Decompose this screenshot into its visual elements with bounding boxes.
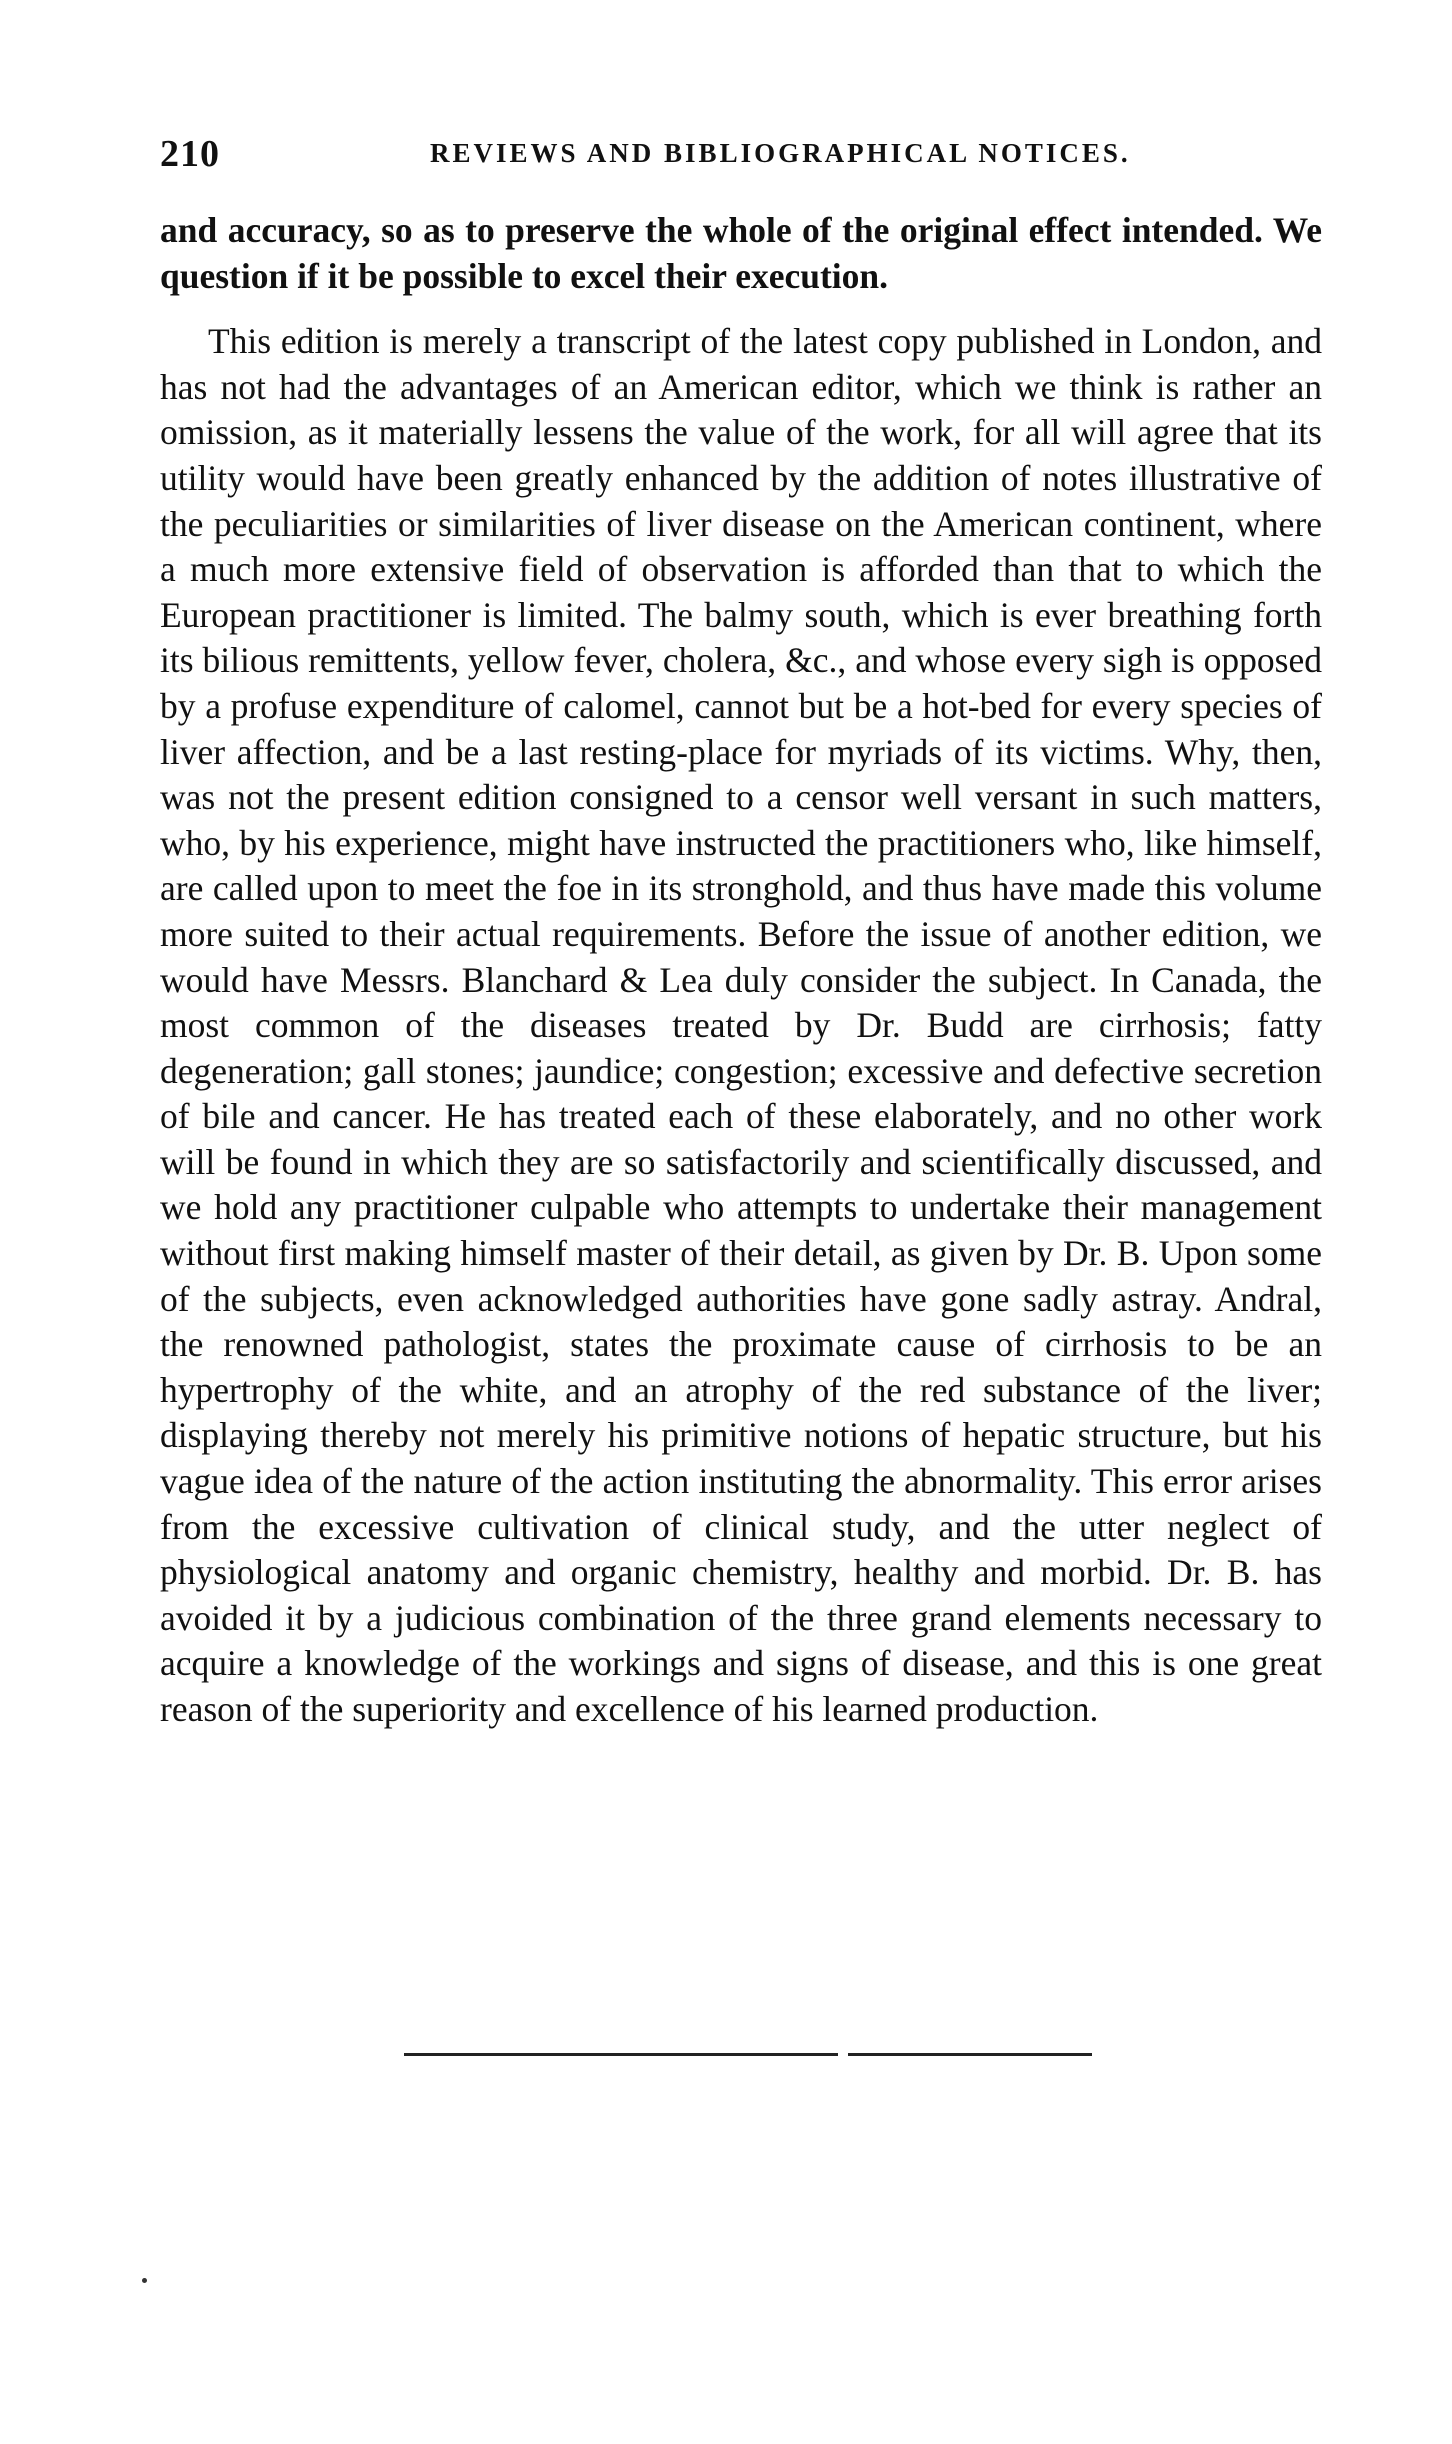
running-head [160,132,1320,182]
paragraph-review: This edition is merely a transcript of the latest copy published in London, and has not had the advantages of an American editor, which we think is rather an omission, as it materially lessens the value of the work, for all will agree that its utility would have been greatly enhanced by the addition of notes illustrative of the peculiarities or similarities of liver disease on the American continent, where a much more extensive field of observation is afforded than that to which the European practitioner is limited. The balmy south, which is ever breathing forth its bilious remittents, yellow fever, cholera, &c., and whose every sigh is opposed by a profuse expenditure of calomel, cannot but be a hot-bed for every species of liver affection, and be a last resting-place for myriads of its victims. Why, then, was not the present edition consigned to a censor well versant in such matters, who, by his experience, might have instructed the practitioners who, like himself, are called upon to meet the foe in its stronghold, and thus have made this volume more suited to their actual requirements. Before the issue of another edition, we would have Messrs. Blanchard & Lea duly consider the subject. In Canada, the most common of the diseases treated by Dr. Budd are cirrhosis; fatty degeneration; gall stones; jaundice; congestion; excessive and defective secretion of bile and cancer. He has treated each of these elaborately, and no other work will be found in which they are so satisfactorily and scientifically discussed, and we hold any practitioner culpable who attempts to undertake their management without first making himself master of their detail, as given by Dr. B. Upon some of the subjects, even acknowledged authorities have gone sadly astray. Andral, the renowned pathologist, states the proximate cause of cirrhosis to be an hypertrophy of the white, and an atrophy of the red substance of the liver; displaying thereby not merely his primitive notions of hepatic structure, but his vague idea of the nature of the action instituting the abnormality. This error arises from the excessive cultivation of clinical study, and the utter neglect of physiological anatomy and organic chemistry, healthy and morbid. Dr. B. has avoided it by a judicious combination of the three grand elements necessary to acquire a knowledge of the workings and signs of disease, and this is one great reason of the superiority and excellence of his learned production. [160,321,1322,1729]
paragraph-continuation: and accuracy, so as to preserve the whole of the original effect intended. We question if it be possible to excel their execution. [160,210,1322,296]
section-divider-rule-short [848,2053,1092,2056]
ink-speck [142,2278,147,2283]
running-title: REVIEWS AND BIBLIOGRAPHICAL NOTICES. [430,138,1131,168]
body-text [160,208,1322,1733]
section-divider-rule [404,2053,838,2056]
page-number: 210 [160,133,220,175]
